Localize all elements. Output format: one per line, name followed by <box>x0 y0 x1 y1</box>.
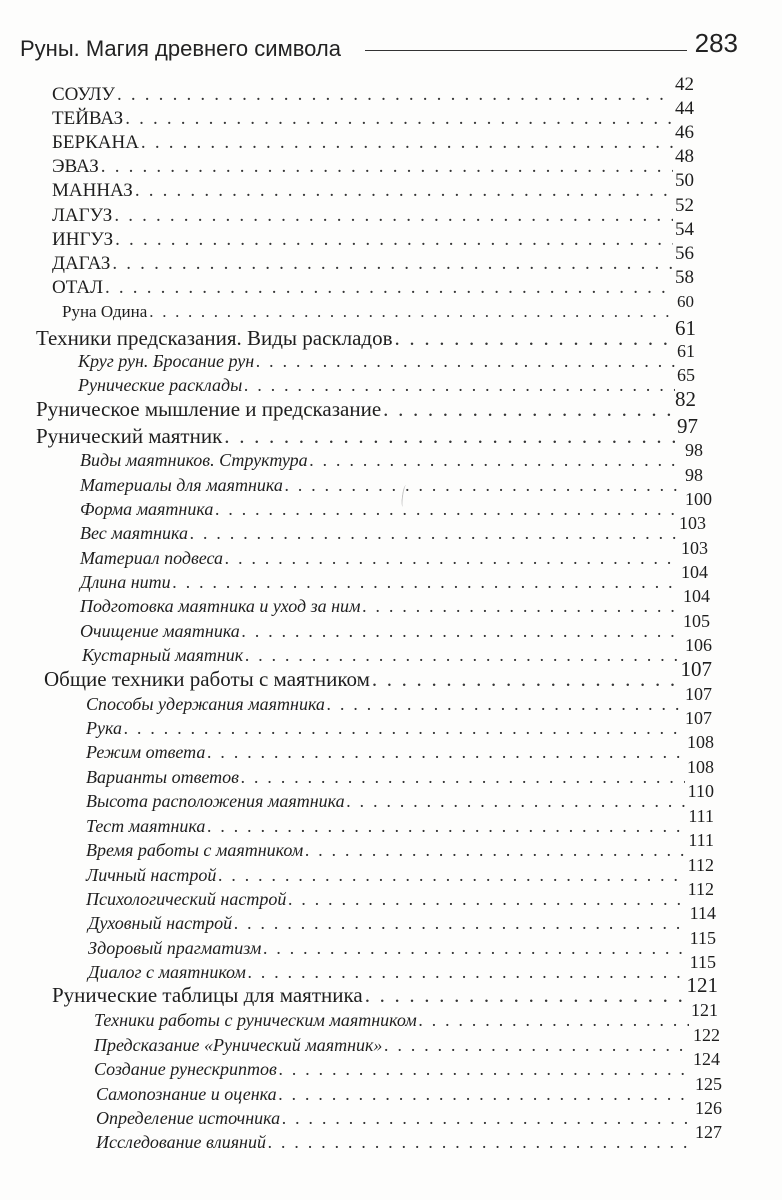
toc-entry <box>52 243 694 275</box>
dot-leader <box>305 840 686 861</box>
dot-leader <box>279 1084 693 1105</box>
dot-leader <box>285 475 683 496</box>
toc-entry-label: Режим ответа <box>86 742 206 762</box>
toc-entry <box>80 586 710 617</box>
toc-entry-page: 111 <box>688 806 714 826</box>
toc-entry <box>52 74 694 106</box>
toc-entry-page: 46 <box>675 122 694 143</box>
toc-entry <box>52 98 694 130</box>
toc-entry <box>86 684 712 715</box>
toc-entry-page: 124 <box>693 1049 720 1069</box>
toc-entry-page: 61 <box>675 316 696 340</box>
toc-entry-label: Подготовка маятника и уход за ним <box>80 596 361 616</box>
dot-leader <box>207 742 685 763</box>
toc-entry-page: 112 <box>687 855 714 875</box>
dot-leader <box>282 1108 693 1129</box>
toc-entry-label: Рунические расклады <box>78 375 243 395</box>
toc-entry-page: 54 <box>675 219 694 240</box>
toc-entry <box>96 1122 722 1153</box>
toc-entry <box>80 465 703 496</box>
toc-entry <box>88 928 716 959</box>
toc-entry <box>80 538 708 569</box>
toc-entry <box>86 732 714 763</box>
toc-entry-page: 107 <box>680 657 712 681</box>
toc-entry-label: Тест маятника <box>86 816 206 836</box>
toc-entry-page: 122 <box>693 1025 720 1045</box>
toc-entry-page: 107 <box>685 684 712 704</box>
dot-leader <box>327 694 683 715</box>
toc-entry-label: Создание рунескриптов <box>94 1059 277 1079</box>
toc-entry-page: 82 <box>675 387 696 411</box>
toc-entry-label: Рунические таблицы для маятника <box>52 983 363 1007</box>
toc-entry-page: 61 <box>677 341 695 361</box>
dot-leader <box>395 326 673 351</box>
toc-entry-page: 112 <box>687 879 714 899</box>
toc-entry-page: 121 <box>691 1000 718 1020</box>
toc-entry-label: Виды маятников. Структура <box>80 450 308 470</box>
toc-entry-page: 114 <box>689 903 716 923</box>
toc-chapter <box>36 414 698 449</box>
toc-entry-page: 103 <box>679 513 706 533</box>
toc-entry-label: Исследование влияний <box>96 1132 266 1152</box>
dot-leader <box>215 499 683 520</box>
toc-entry <box>80 611 710 642</box>
toc-entry <box>86 879 714 910</box>
toc-entry-label: Длина нити <box>80 572 171 592</box>
page-number: 283 <box>694 28 738 58</box>
dot-leader <box>242 621 681 642</box>
dot-leader <box>173 572 679 593</box>
toc-entry-label: Психологический настрой <box>86 889 287 909</box>
toc-entry-label: Круг рун. Бросание рун <box>78 351 255 371</box>
toc-entry-page: 44 <box>675 98 694 119</box>
dot-leader <box>115 229 673 251</box>
toc-entry-page: 48 <box>675 146 694 167</box>
toc-entry-page: 56 <box>675 243 694 264</box>
toc-entry-label: Материалы для маятника <box>80 475 283 495</box>
dot-leader <box>256 351 675 372</box>
toc-chapter <box>52 973 718 1008</box>
dot-leader <box>234 913 688 934</box>
toc-entry-page: 108 <box>687 757 714 777</box>
toc-entry-page: 108 <box>687 732 714 752</box>
toc-entry-label: ИНГУЗ <box>52 229 114 250</box>
toc-entry-page: 115 <box>689 928 716 948</box>
toc-entry-label: БЕРКАНА <box>52 132 139 153</box>
toc-entry-label: Форма маятника <box>80 499 214 519</box>
toc-entry-page: 42 <box>675 74 694 95</box>
toc-entry-page: 98 <box>685 440 703 460</box>
toc-entry <box>94 1025 720 1056</box>
toc-entry <box>96 1098 722 1129</box>
dot-leader <box>419 1010 689 1031</box>
toc-entry-page: 106 <box>685 635 712 655</box>
toc-entry-label: Диалог с маятником <box>88 962 246 982</box>
dot-leader <box>207 816 686 837</box>
toc-entry-page: 115 <box>689 952 716 972</box>
toc-entry-page: 104 <box>683 586 710 606</box>
toc-entry-page: 58 <box>675 267 694 288</box>
toc-entry-page: 52 <box>675 195 694 216</box>
dot-leader <box>383 397 673 422</box>
toc-entry-page: 127 <box>695 1122 722 1142</box>
toc-entry-label: ОТАЛ <box>52 277 103 298</box>
running-header-title: Руны. Магия древнего символа <box>20 36 341 61</box>
toc-entry-page: 126 <box>695 1098 722 1118</box>
toc-entry <box>80 489 712 520</box>
dot-leader <box>135 180 673 202</box>
toc-entry-label: Духовный настрой <box>88 913 233 933</box>
toc-entry-label: Техники предсказания. Виды раскладов <box>36 326 393 350</box>
toc-entry-page: 65 <box>677 365 695 385</box>
toc-entry-label: Общие техники работы с маятником <box>44 667 370 691</box>
dot-leader <box>149 302 675 322</box>
toc-entry-label: Рунический маятник <box>36 424 223 448</box>
dot-leader <box>225 548 679 569</box>
toc-entry-label: Варианты ответов <box>86 767 239 787</box>
toc-entry-label: Очищение маятника <box>80 621 240 641</box>
toc-entry-label: Кустарный маятник <box>82 645 244 665</box>
dot-leader <box>241 767 685 788</box>
toc-entry-label: Рука <box>86 718 122 738</box>
dot-leader <box>105 277 673 299</box>
toc-entry <box>62 292 694 322</box>
toc-entry <box>52 219 694 251</box>
toc-entry-page: 105 <box>683 611 710 631</box>
toc-entry <box>52 146 694 178</box>
toc-entry-label: ДАГАЗ <box>52 253 111 274</box>
toc-entry <box>52 267 694 299</box>
toc-entry <box>82 635 712 666</box>
dot-leader <box>117 84 673 106</box>
dot-leader <box>310 450 683 471</box>
dot-leader <box>365 983 685 1008</box>
toc-entry-page: 103 <box>681 538 708 558</box>
toc-entry-label: ЭВАЗ <box>52 156 99 177</box>
toc-entry <box>86 855 714 886</box>
toc-entry-label: ЛАГУЗ <box>52 205 113 226</box>
toc-entry <box>86 830 714 861</box>
dot-leader <box>384 1035 691 1056</box>
toc-entry <box>80 440 703 471</box>
toc-entry-label: Способы удержания маятника <box>86 694 325 714</box>
toc-entry-label: Руна Одина <box>62 302 148 321</box>
toc-entry <box>52 122 694 154</box>
dot-leader <box>224 424 675 449</box>
toc-entry <box>88 952 716 983</box>
toc-entry-label: Здоровый прагматизм <box>88 938 262 958</box>
toc-entry <box>94 1049 720 1080</box>
toc-entry-label: Время работы с маятником <box>86 840 304 860</box>
toc-entry-page: 107 <box>685 708 712 728</box>
toc-entry <box>86 806 714 837</box>
toc-entry <box>96 1074 722 1105</box>
toc-entry-label: Высота расположения маятника <box>86 791 345 811</box>
dot-leader <box>218 865 685 886</box>
dot-leader <box>124 718 683 739</box>
dot-leader <box>347 791 686 812</box>
dot-leader <box>268 1132 693 1153</box>
dot-leader <box>112 253 673 275</box>
toc-entry <box>78 341 695 372</box>
dot-leader <box>190 523 677 544</box>
toc-entry-page: 100 <box>685 489 712 509</box>
toc-entry <box>78 365 695 396</box>
toc-entry-page: 121 <box>686 973 718 997</box>
toc-entry-page: 50 <box>675 170 694 191</box>
dot-leader <box>279 1059 691 1080</box>
toc-entry-label: Материал подвеса <box>80 548 224 568</box>
toc-entry <box>80 513 706 544</box>
toc-entry-page: 104 <box>681 562 708 582</box>
toc-entry-label: Личный настрой <box>86 865 217 885</box>
toc-entry <box>86 781 714 812</box>
toc-entry <box>94 1000 718 1031</box>
toc-entry <box>86 757 714 788</box>
dot-leader <box>114 205 673 227</box>
toc-chapter <box>36 387 696 422</box>
toc-entry-page: 97 <box>677 414 698 438</box>
toc-entry-page: 98 <box>685 465 703 485</box>
toc-entry <box>52 170 694 202</box>
dot-leader <box>141 132 673 154</box>
toc-entry-label: ТЕЙВАЗ <box>52 108 124 129</box>
dot-leader <box>372 667 679 692</box>
toc-entry <box>86 708 712 739</box>
toc-entry <box>52 195 694 227</box>
toc-entry-label: МАННАЗ <box>52 180 133 201</box>
dot-leader <box>363 596 681 617</box>
toc-entry-label: Предсказание «Рунический маятник» <box>94 1035 383 1055</box>
toc-entry-page: 110 <box>687 781 714 801</box>
toc-entry-page: 125 <box>695 1074 722 1094</box>
toc-entry <box>80 562 708 593</box>
dot-leader <box>101 156 673 178</box>
dot-leader <box>245 645 683 666</box>
toc-entry-page: 60 <box>677 292 694 311</box>
toc-entry-label: Вес маятника <box>80 523 188 543</box>
toc-entry-label: Самопознание и оценка <box>96 1084 277 1104</box>
toc-entry <box>88 903 716 934</box>
toc-chapter <box>44 657 712 692</box>
dot-leader <box>263 938 687 959</box>
toc-entry-label: Техники работы с руническим маятником <box>94 1010 417 1030</box>
dot-leader <box>125 108 673 130</box>
dot-leader <box>288 889 685 910</box>
toc-entry-label: СОУЛУ <box>52 84 115 105</box>
dot-leader <box>248 962 688 983</box>
dot-leader <box>244 375 675 396</box>
toc-entry-page: 111 <box>688 830 714 850</box>
toc-entry-label: Руническое мышление и предсказание <box>36 397 382 421</box>
toc-chapter <box>36 316 696 351</box>
toc-entry-label: Определение источника <box>96 1108 281 1128</box>
